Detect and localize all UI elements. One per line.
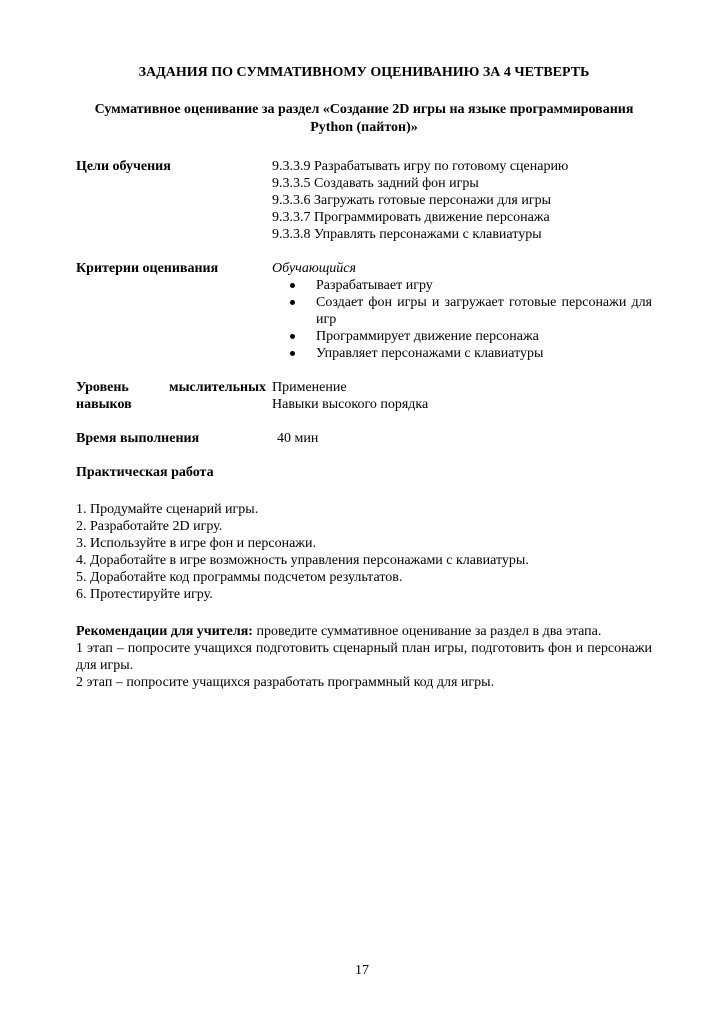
skills-label-word-1: Уровень: [76, 380, 129, 395]
skills-list: [272, 379, 652, 413]
criteria-intro: Обучающийся: [272, 261, 357, 276]
recommendations-intro: [76, 623, 652, 640]
criteria-item: Управляет персонажами с клавиатуры: [288, 345, 652, 362]
skills-row: [76, 379, 652, 413]
skills-label: [76, 379, 272, 413]
criteria-row: [76, 260, 652, 362]
recommendations-intro-text: проведите суммативное оценивание за раздел в два этапа.: [252, 624, 602, 639]
skills-label-word-2: мыслительных: [169, 380, 266, 395]
task-list: [76, 501, 652, 603]
subtitle-line-2: Python (пайтон)»: [310, 120, 418, 135]
goal-item: 9.3.3.5 Создавать задний фон игры: [272, 176, 479, 191]
task-item: 1. Продумайте сценарий игры.: [76, 502, 259, 517]
page-number: 17: [355, 963, 369, 978]
time-label: Время выполнения: [76, 431, 200, 446]
recommendations-stage-1: 1 этап – попросите учащихся подготовить сценарный план игры, подготовить фон и персонажи для игры.: [76, 641, 652, 673]
goal-item: 9.3.3.9 Разрабатывать игру по готовому сценарию: [272, 159, 569, 174]
practical-heading: Практическая работа: [76, 465, 214, 480]
task-item: 6. Протестируйте игру.: [76, 587, 213, 602]
document-subtitle: [76, 101, 652, 137]
goals-row: [76, 158, 652, 243]
skills-label-line-2: навыков: [76, 397, 132, 412]
goal-item: 9.3.3.7 Программировать движение персонажа: [272, 210, 550, 225]
task-item: 5. Доработайте код программы подсчетом результатов.: [76, 570, 403, 585]
time-value: 40 мин: [277, 431, 319, 446]
document-page: [76, 64, 652, 691]
recommendations-stage-2: 2 этап – попросите учащихся разработать программный код для игры.: [76, 675, 495, 690]
skill-item: Навыки высокого порядка: [272, 397, 429, 412]
teacher-recommendations: [76, 623, 652, 691]
criteria-content: [272, 260, 652, 362]
recommendations-label: Рекомендации для учителя:: [76, 624, 253, 639]
criteria-label: Критерии оценивания: [76, 261, 219, 276]
time-row: [76, 430, 652, 447]
goal-item: 9.3.3.6 Загружать готовые персонажи для игры: [272, 193, 551, 208]
criteria-item: Разрабатывает игру: [288, 277, 652, 294]
goals-list: [272, 158, 652, 243]
task-item: 4. Доработайте в игре возможность управления персонажами с клавиатуры.: [76, 553, 529, 568]
goals-label: Цели обучения: [76, 159, 171, 174]
criteria-item: Создает фон игры и загружает готовые персонажи для игр: [288, 294, 652, 328]
criteria-list: [272, 277, 652, 362]
task-item: 2. Разработайте 2D игру.: [76, 519, 223, 534]
goal-item: 9.3.3.8 Управлять персонажами с клавиатуры: [272, 227, 542, 242]
document-title: ЗАДАНИЯ ПО СУММАТИВНОМУ ОЦЕНИВАНИЮ ЗА 4 ЧЕТВЕРТЬ: [138, 65, 590, 80]
subtitle-line-1: Суммативное оценивание за раздел «Создание 2D игры на языке программирования: [94, 102, 634, 117]
skill-item: Применение: [272, 380, 347, 395]
criteria-item: Программирует движение персонажа: [288, 328, 652, 345]
task-item: 3. Используйте в игре фон и персонажи.: [76, 536, 316, 551]
